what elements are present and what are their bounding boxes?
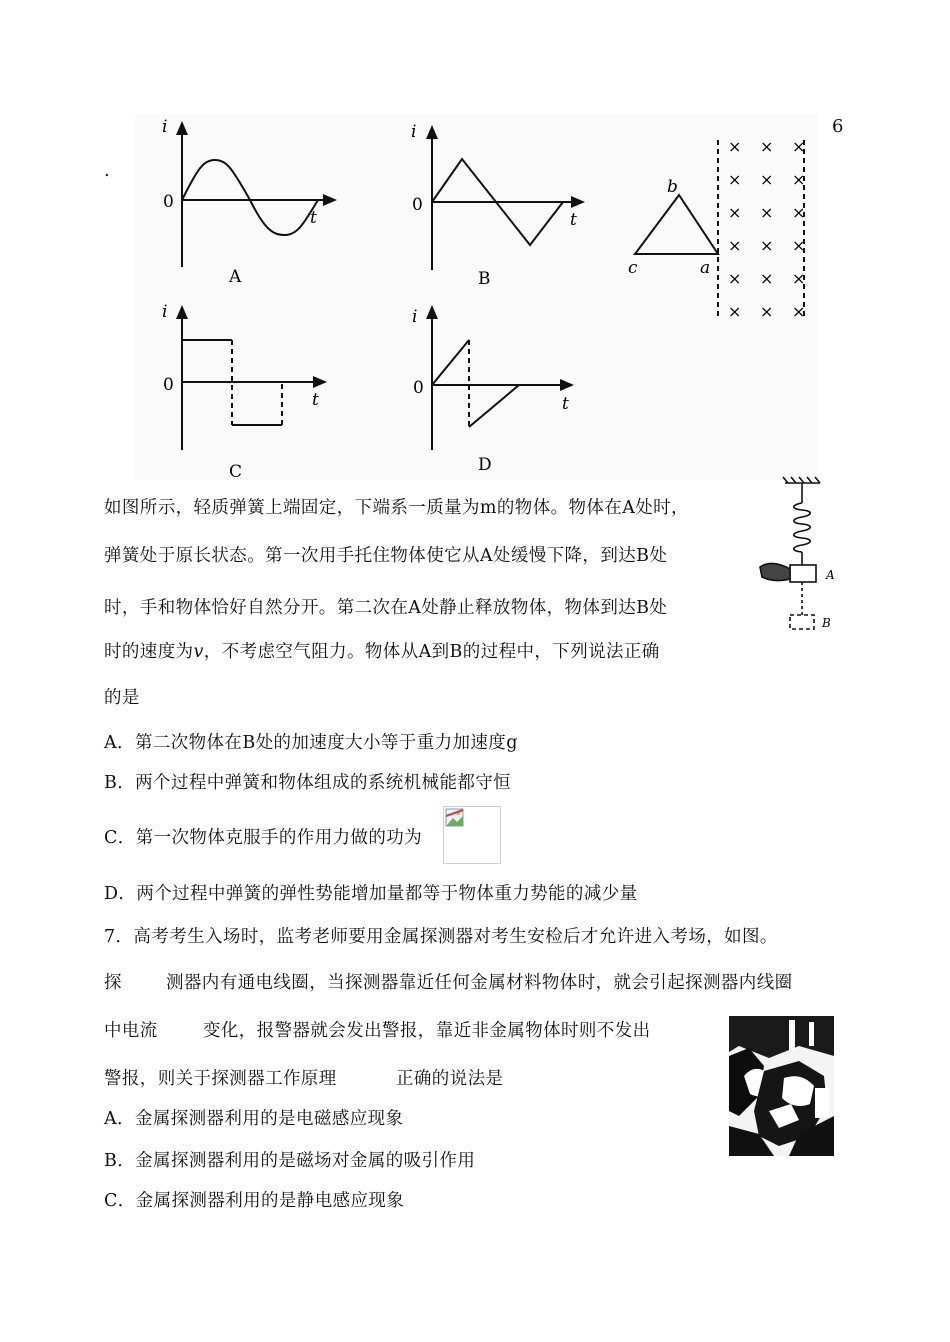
field-cross: × <box>728 236 742 255</box>
graph-a-origin: 0 <box>163 192 174 212</box>
field-cross: × <box>728 137 742 156</box>
field-cross: × <box>728 170 742 189</box>
q7-stem-line-2a: 探 <box>104 973 122 993</box>
graph-d-rising-ramp <box>432 340 469 385</box>
metal-detector-photo <box>729 1016 834 1156</box>
ceiling-hatching <box>783 477 820 483</box>
field-cross: × <box>792 203 806 222</box>
field-cross: × <box>728 203 742 222</box>
q7-stem-line-3b: 变化，报警器就会发出警报，靠近非金属物体时则不发出 <box>203 1021 651 1041</box>
q6-option-c: C．第一次物体克服手的作用力做的功为 <box>104 828 423 848</box>
spring-coil <box>794 503 811 552</box>
field-cross: × <box>728 302 742 321</box>
field-cross: × <box>792 236 806 255</box>
spring-figure <box>750 475 846 640</box>
q7-option-c: C．金属探测器利用的是静电感应现象 <box>104 1191 405 1211</box>
field-cross: × <box>792 137 806 156</box>
hand-shape <box>760 563 790 580</box>
graph-d-origin: 0 <box>413 378 424 398</box>
leading-dot: . <box>104 160 110 181</box>
graph-a-i-label: i <box>162 117 168 137</box>
q6-stem-line-5: 的是 <box>104 688 140 708</box>
triangle-abc <box>635 195 718 254</box>
position-b-block <box>790 615 814 629</box>
field-cross: × <box>760 302 774 321</box>
field-cross: × <box>792 269 806 288</box>
vertex-b-label: b <box>667 177 678 197</box>
q7-stem-line-2b: 测器内有通电线圈，当探测器靠近任何金属材料物体时，就会引起探测器内线圈 <box>166 973 793 993</box>
q6-option-d: D．两个过程中弹簧的弹性势能增加量都等于物体重力势能的减少量 <box>104 884 638 904</box>
graph-c-i-label: i <box>162 302 168 322</box>
graph-b-t-label: t <box>570 210 577 230</box>
vertex-a-label: a <box>700 258 711 278</box>
graphs-figure <box>135 115 818 480</box>
q6-line-4-post: ，不考虑空气阻力。物体从A到B的过程中，下列说法正确 <box>203 642 660 662</box>
vertex-c-label: c <box>628 258 638 278</box>
graph-a-sine-curve <box>182 160 318 235</box>
magnetic-field-crosses <box>728 137 805 321</box>
graph-b-origin: 0 <box>412 195 423 215</box>
graph-d-t-label: t <box>562 394 569 414</box>
page-number: 6 <box>832 116 844 137</box>
q7-stem-line-4a: 警报，则关于探测器工作原理 <box>104 1069 337 1089</box>
broken-image-icon <box>445 808 465 828</box>
mass-block <box>790 565 816 582</box>
q6-stem-line-2: 弹簧处于原长状态。第一次用手托住物体使它从A处缓慢下降，到达B处 <box>104 546 668 566</box>
field-cross: × <box>760 236 774 255</box>
graph-a-caption: A <box>229 267 242 287</box>
spring-label-b: B <box>822 616 831 630</box>
q6-line-4-pre: 时的速度为 <box>104 642 194 662</box>
graph-c-caption: C <box>229 462 243 480</box>
q6-option-b: B．两个过程中弹簧和物体组成的系统机械能都守恒 <box>104 773 512 793</box>
spring-label-a: A <box>826 568 835 582</box>
q7-option-a: A．金属探测器利用的是电磁感应现象 <box>104 1109 404 1129</box>
broken-formula-image <box>443 806 501 864</box>
q7-option-b: B．金属探测器利用的是磁场对金属的吸引作用 <box>104 1151 476 1171</box>
graph-b-caption: B <box>478 269 491 289</box>
q6-velocity-symbol: v <box>193 642 204 662</box>
field-cross: × <box>728 269 742 288</box>
graph-d-i-label: i <box>412 307 418 327</box>
field-cross: × <box>792 170 806 189</box>
q6-stem-line-1: 如图所示，轻质弹簧上端固定，下端系一质量为m的物体。物体在A处时， <box>104 498 689 518</box>
q7-stem-line-4b: 正确的说法是 <box>396 1069 504 1089</box>
field-cross: × <box>760 170 774 189</box>
figure-panel <box>135 115 818 480</box>
field-cross: × <box>760 269 774 288</box>
q6-stem-line-4 <box>104 638 660 663</box>
graph-d-caption: D <box>478 455 492 475</box>
field-cross: × <box>792 302 806 321</box>
graph-b-i-label: i <box>411 122 417 142</box>
q6-option-a: A．第二次物体在B处的加速度大小等于重力加速度g <box>104 733 518 753</box>
graph-a-t-label: t <box>310 208 317 228</box>
graph-d-return-ramp <box>469 385 519 427</box>
q7-stem-line-1: 7．高考考生入场时，监考老师要用金属探测器对考生安检后才允许进入考场，如图。 <box>104 927 778 947</box>
q6-stem-line-3: 时，手和物体恰好自然分开。第二次在A处静止释放物体，物体到达B处 <box>104 598 668 618</box>
field-cross: × <box>760 137 774 156</box>
graph-c-t-label: t <box>312 390 319 410</box>
graph-c-origin: 0 <box>163 375 174 395</box>
field-cross: × <box>760 203 774 222</box>
q7-stem-line-3a: 中电流 <box>104 1021 158 1041</box>
